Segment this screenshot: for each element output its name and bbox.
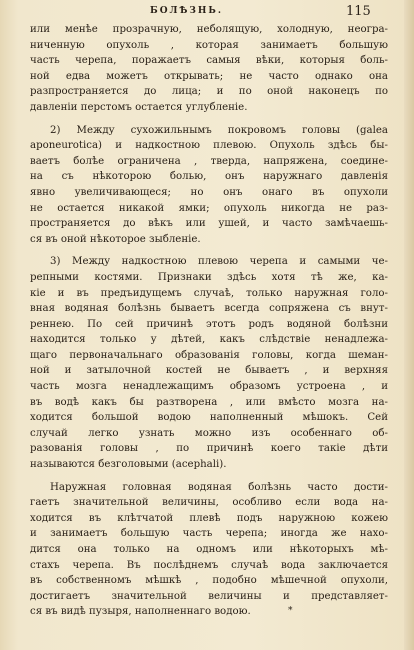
text-line: явно увеличивающеся; но онъ онаго въ опухоли [30,186,388,198]
text-line: гаетъ значительной величины, особливо если вода на- [30,497,388,509]
text-line: стахъ черепа. Въ послѣднемъ случаѣ вода заключается [30,559,388,571]
text-line: разованія головы , по причинѣ коего такіе дѣти [30,443,388,455]
text-line: пространяется до вѣкъ или ушей, и часто замѣчаешь- [30,218,388,230]
text-line: ниченную опухоль , которая занимаетъ большую [30,39,388,51]
text-line: вная водяная болѣзнь бываетъ всегда сопряжена съ внут- [30,303,388,315]
page-header [0,6,414,20]
running-head: БОЛѢЗНЬ. [150,6,223,16]
text-line: ходится въ клѣтчатой плевѣ подъ наружною кожею [30,512,388,524]
text-line: дится она только на одномъ или нѣкоторыхъ мѣ- [30,544,388,555]
text-line: въ водѣ какъ бы разтворена , или вмѣсто мозга на- [30,396,388,408]
text-line: часть мозга ненадлежащимъ образомъ устроена , и [30,381,388,393]
text-line: давленіи перстомъ остается углубленіе. [30,101,248,113]
text-line: ся въ видѣ пузыря, наполненнаго водою. [30,606,251,618]
page-number: 115 [346,4,371,19]
paragraph-4 [30,480,388,620]
text-line: ной едва можетъ открывать; не часто однако она [30,70,388,82]
text-line: ваетъ болѣе ограничена , тверда, напряжена, соедине- [30,155,388,167]
paragraph-1 [30,22,388,116]
text-line: на съ нѣкоторою болью, онъ наружнаго давленія [30,171,388,183]
text-line: часть черепа, поражаетъ самыя вѣки, которыя боль- [30,55,388,67]
text-line: Наружная головная водяная болѣзнь часто дости- [50,481,388,493]
text-line: репными костями. Признаки здѣсь хотя тѣ же, ка- [30,271,388,283]
text-line: въ собственномъ мѣшкѣ , подобно мѣшечной опухоли, [30,575,388,587]
text-line: случай легко узнать можно изъ особеннаго об- [30,427,388,439]
body-text [30,22,388,620]
text-line: называются безголовыми (acephali). [30,459,227,471]
text-line: и занимаетъ большую часть черепа; иногда же нахо- [30,528,388,540]
text-line: кіе и въ предъидущемъ случаѣ, только наружная голо- [30,287,388,299]
text-line: ной и затылочной костей не бываетъ , и верхняя [30,365,388,377]
page-edge [404,0,414,650]
text-line: ся въ оной нѣкоторое зыбленіе. [30,233,201,245]
text-line: 3) Между надкостною плевою черепа и самыми че- [50,256,388,268]
text-line: 2) Между сухожильнымъ покровомъ головы (galea [50,124,388,136]
text-line: щаго первоначальнаго образованія головы, когда шеман- [30,349,388,361]
text-line: ходится большой водою наполненный мѣшокъ. Сей [30,412,388,424]
text-line: aponeurotica) и надкостною плевою. Опухоль здѣсь бы- [30,140,388,152]
footer-mark: * [288,606,293,616]
paragraph-2 [30,123,388,248]
text-line: реннею. По сей причинѣ этотъ родъ водяной болѣзни [30,318,388,330]
text-line: достигаетъ значительной величины и представляет- [30,590,388,602]
text-line: находится только у дѣтей, какъ слѣдствіе ненадлежа- [30,334,388,346]
text-line: разпространяется до лица; и по оной наконецъ по [30,86,388,98]
paragraph-3 [30,254,388,472]
text-line: или менѣе прозрачную, неболящую, холодную, неогра- [30,24,388,35]
text-line: не остается никакой ямки; опухоль никогда не раз- [30,202,388,214]
